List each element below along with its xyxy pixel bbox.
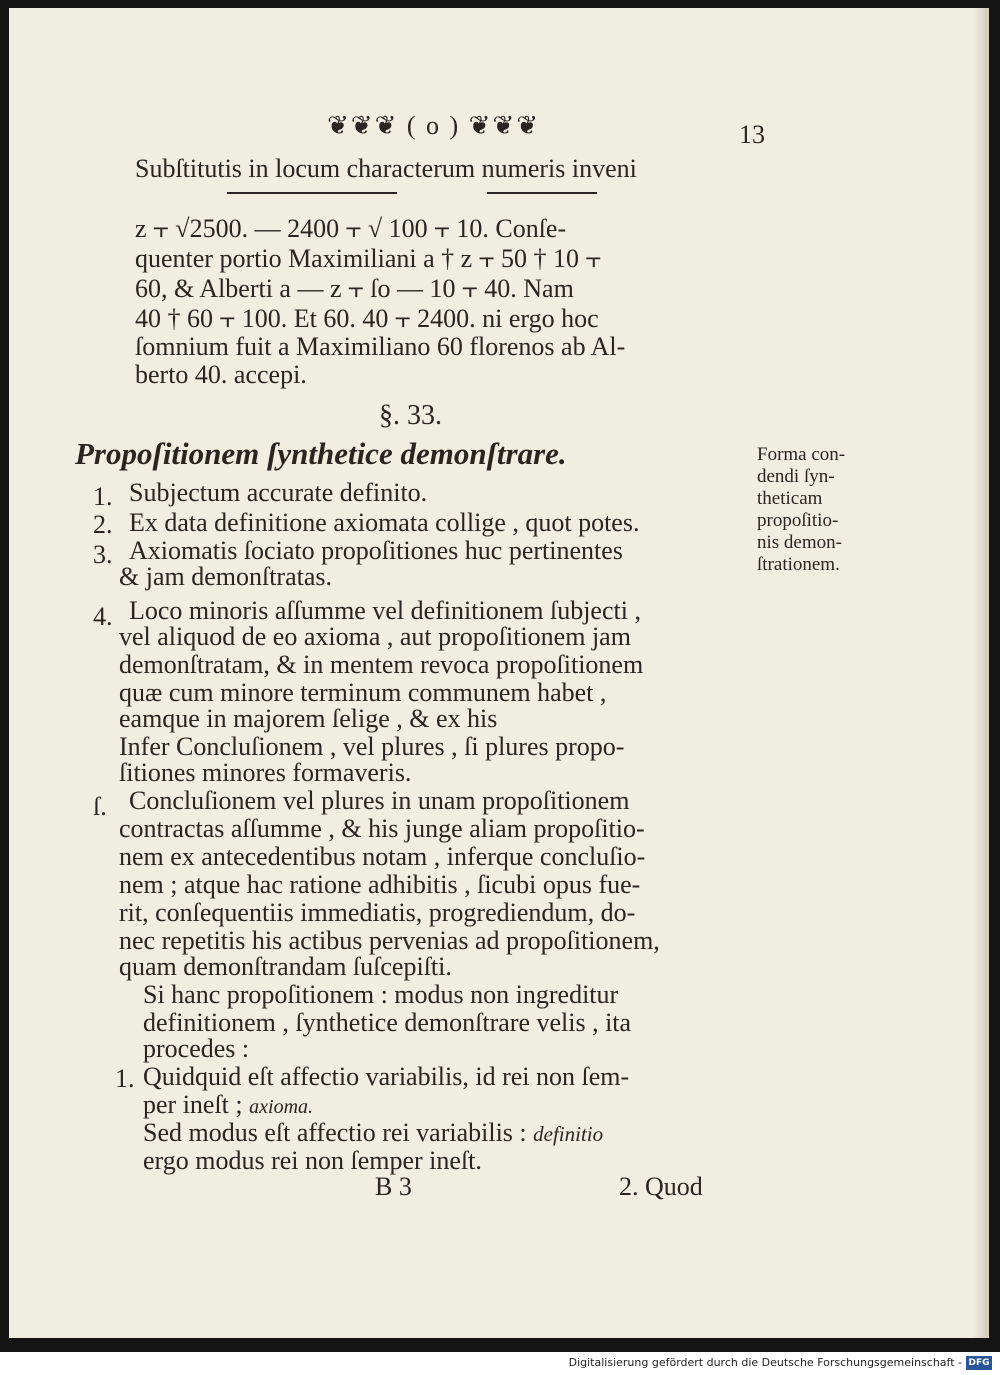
margin-note-line: Forma con-	[757, 444, 846, 465]
step-text: quæ cum minore terminum communem habet ,	[119, 678, 607, 707]
step-text: ſitiones minores formaveris.	[119, 758, 412, 787]
example-intro: procedes :	[143, 1034, 250, 1063]
margin-note-line: dendi ſyn-	[757, 466, 835, 487]
step-text: & jam demonſtratas.	[119, 562, 333, 591]
margin-note-line: theticam	[757, 488, 823, 509]
step-text: contractas aſſumme , & his junge aliam propoſitio-	[119, 814, 645, 843]
book-page	[9, 8, 989, 1338]
text-line: ſomnium fuit a Maximiliano 60 florenos ab Al-	[135, 332, 626, 361]
radical-overline	[227, 192, 397, 206]
step-number: 4.	[93, 602, 113, 631]
margin-note	[757, 444, 845, 576]
example-italic: definitio	[533, 1122, 604, 1146]
step-text: nec repetitis his actibus pervenias ad propoſitionem,	[119, 926, 660, 955]
catchword: 2. Quod	[619, 1172, 703, 1201]
text-line: quenter portio Maximiliani a † z ⫟ 50 † 10 ⫟	[135, 244, 602, 273]
step-text: Axiomatis ſociato propoſitiones huc pertinentes	[129, 536, 623, 565]
step-number: 3.	[93, 540, 113, 569]
step-text: eamque in majorem ſelige , & ex his	[119, 704, 498, 733]
text-line: berto 40. accepi.	[135, 360, 307, 389]
dfg-logo: DFG	[966, 1356, 992, 1370]
step-text: vel aliquod de eo axioma , aut propoſitionem jam	[119, 622, 631, 651]
example-text	[143, 1118, 603, 1148]
step-text: demonſtratam, & in mentem revoca propoſitionem	[119, 650, 644, 679]
text-line: 60, & Alberti a — z ⫟ ſo — 10 ⫟ 40. Nam	[135, 274, 574, 303]
text-line: 40 † 60 ⫟ 100. Et 60. 40 ⫟ 2400. ni ergo hoc	[135, 304, 599, 333]
example-text-part: Sed modus eſt affectio rei variabilis :	[143, 1118, 527, 1147]
step-text: nem ex antecedentibus notam , inferque concluſio-	[119, 842, 646, 871]
signature-mark: B 3	[375, 1172, 412, 1201]
step-text: Subjectum accurate definito.	[129, 478, 428, 507]
section-number: §. 33.	[379, 400, 442, 431]
page-number: 13	[739, 120, 765, 149]
step-text: Infer Concluſionem , vel plures , ſi plures propo-	[119, 732, 625, 761]
step-text: Concluſionem vel plures in unam propoſitionem	[129, 786, 630, 815]
example-intro: definitionem , ſynthetice demonſtrare velis , ita	[143, 1008, 632, 1037]
text-line: z ⫟ √2500. — 2400 ⫟ √ 100 ⫟ 10. Conſe-	[135, 214, 567, 243]
step-text: rit, conſequentiis immediatis, progrediendum, do-	[119, 898, 636, 927]
step-number: ſ.	[93, 792, 107, 821]
margin-note-line: ſtrationem.	[757, 554, 840, 575]
step-text: Ex data definitione axiomata collige , quot potes.	[129, 508, 640, 537]
section-title: Propoſitionem ſynthetice demonſtrare.	[75, 436, 567, 471]
digitization-footer	[0, 1352, 1000, 1375]
step-number: 1.	[115, 1064, 135, 1093]
radical-overline	[487, 192, 597, 206]
margin-note-line: propoſitio-	[757, 510, 839, 531]
example-intro: Si hanc propoſitionem : modus non ingreditur	[143, 980, 619, 1009]
step-text: quam demonſtrandam ſuſcepiſti.	[119, 952, 452, 981]
step-text: Loco minoris aſſumme vel definitionem ſubjecti ,	[129, 596, 641, 625]
text-line: Subſtitutis in locum characterum numeris inveni	[135, 154, 637, 183]
step-number: 2.	[93, 510, 113, 539]
step-number: 1.	[93, 482, 113, 511]
example-text: ergo modus rei non ſemper ineſt.	[143, 1146, 482, 1175]
funding-note: Digitalisierung gefördert durch die Deutsche Forschungsgemeinschaft -	[568, 1356, 962, 1369]
example-text-part: per ineſt ;	[143, 1090, 243, 1119]
example-text	[143, 1090, 313, 1120]
header-ornament: ❦❦❦ ( o ) ❦❦❦	[327, 111, 541, 140]
example-italic: axioma.	[249, 1096, 314, 1118]
step-text: nem ; atque hac ratione adhibitis , ſicubi opus fue-	[119, 870, 641, 899]
margin-note-line: nis demon-	[757, 532, 842, 553]
example-text: Quidquid eſt affectio variabilis, id rei non ſem-	[143, 1062, 630, 1091]
